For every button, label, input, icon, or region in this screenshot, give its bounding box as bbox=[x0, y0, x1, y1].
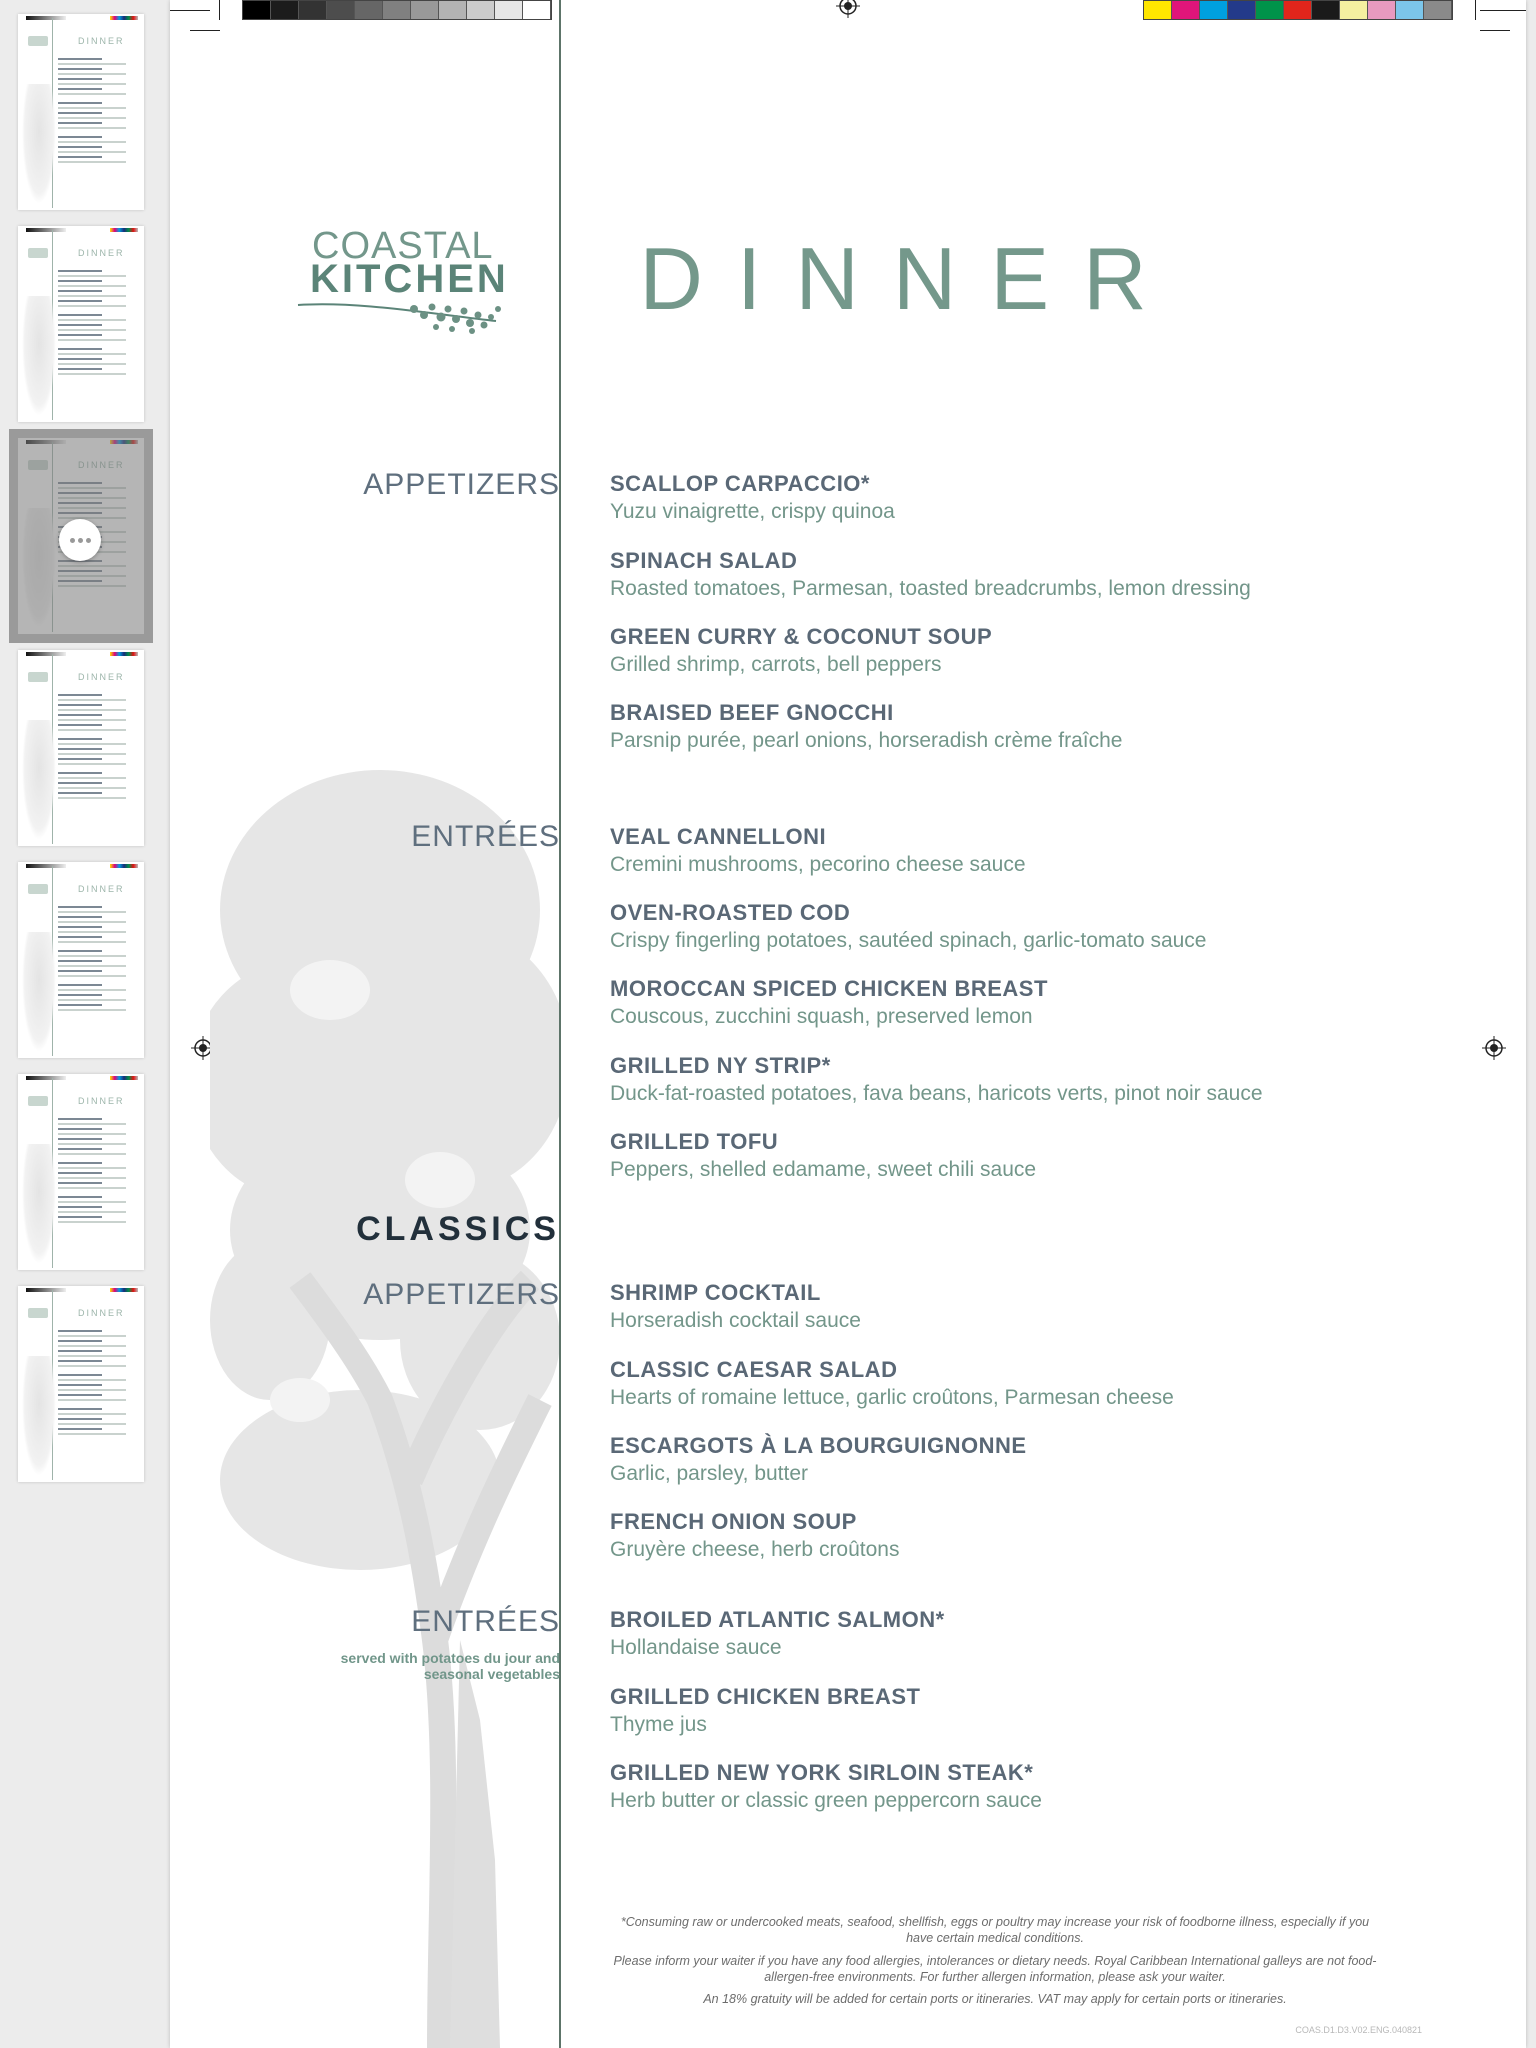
thumbnail-sidebar bbox=[0, 0, 171, 2048]
thumb-title: DINNER bbox=[78, 672, 125, 682]
color-swatch bbox=[1256, 1, 1284, 19]
footer-allergen-note: Please inform your waiter if you have any food allergies, intolerances or dietary needs. Royal Caribbean International galleys are not food-allergen-free environments. For further allergen information, please ask your waiter. bbox=[613, 1954, 1377, 1984]
item-name: GREEN CURRY & COCONUT SOUP bbox=[610, 624, 993, 649]
thumb-tree-image bbox=[22, 296, 56, 416]
crop-mark bbox=[1480, 30, 1510, 31]
logo-line2: KITCHEN bbox=[310, 257, 509, 301]
menu-item bbox=[610, 470, 1490, 526]
item-name: SCALLOP CARPACCIO* bbox=[610, 471, 870, 496]
crop-mark bbox=[1475, 0, 1476, 20]
color-swatch bbox=[1200, 1, 1228, 19]
menu-item bbox=[610, 823, 1490, 879]
menu-item bbox=[610, 1279, 1490, 1335]
thumb-text-lines bbox=[58, 906, 138, 1014]
thumb-tree-image bbox=[22, 1356, 56, 1476]
classics-heading: CLASSICS bbox=[356, 1210, 560, 1248]
registration-mark-icon bbox=[836, 0, 860, 18]
more-dot-icon bbox=[86, 538, 91, 543]
more-dot-icon bbox=[70, 538, 75, 543]
thumb-grey-bar bbox=[26, 228, 66, 232]
thumb-text-lines bbox=[58, 58, 138, 166]
menu-item bbox=[610, 1052, 1490, 1108]
item-description: Duck-fat-roasted potatoes, fava beans, haricots verts, pinot noir sauce bbox=[610, 1082, 1263, 1105]
thumb-title: DINNER bbox=[78, 1096, 125, 1106]
menu-page bbox=[170, 0, 1526, 2048]
item-description: Parsnip purée, pearl onions, horseradish crème fraîche bbox=[610, 729, 1123, 752]
thumb-logo bbox=[28, 36, 48, 46]
crop-mark bbox=[190, 30, 220, 31]
item-description: Couscous, zucchini squash, preserved lemon bbox=[610, 1005, 1033, 1028]
menu-item bbox=[610, 899, 1490, 955]
color-calibration-bar bbox=[1143, 0, 1453, 20]
item-description: Hollandaise sauce bbox=[610, 1636, 782, 1659]
coastal-kitchen-logo bbox=[296, 225, 516, 335]
thumb-text-lines bbox=[58, 1330, 138, 1438]
color-swatch bbox=[1312, 1, 1340, 19]
item-description: Garlic, parsley, butter bbox=[610, 1462, 809, 1485]
page-thumbnail-2[interactable] bbox=[18, 226, 144, 422]
thumb-logo bbox=[28, 1308, 48, 1318]
item-name: GRILLED NEW YORK SIRLOIN STEAK* bbox=[610, 1760, 1034, 1785]
menu-title: DINNER bbox=[639, 229, 1181, 328]
color-swatch bbox=[1368, 1, 1396, 19]
grey-swatch bbox=[383, 1, 411, 19]
item-name: FRENCH ONION SOUP bbox=[610, 1509, 857, 1534]
page-thumbnail-4[interactable] bbox=[18, 650, 144, 846]
section-label-appetizers: APPETIZERS bbox=[363, 468, 560, 501]
thumb-logo bbox=[28, 1096, 48, 1106]
page-thumbnail-3[interactable] bbox=[18, 438, 144, 634]
thumb-color-bar bbox=[110, 652, 138, 656]
grey-swatch bbox=[439, 1, 467, 19]
thumb-title: DINNER bbox=[78, 36, 125, 46]
thumb-tree-image bbox=[22, 84, 56, 204]
thumb-color-bar bbox=[110, 1076, 138, 1080]
more-options-button[interactable] bbox=[59, 519, 101, 561]
more-dot-icon bbox=[78, 538, 83, 543]
item-name: GRILLED NY STRIP* bbox=[610, 1053, 831, 1078]
olive-branch-icon bbox=[296, 285, 516, 335]
thumb-text-lines bbox=[58, 694, 138, 802]
menu-item bbox=[610, 1128, 1490, 1184]
item-name: SPINACH SALAD bbox=[610, 548, 798, 573]
thumb-grey-bar bbox=[26, 864, 66, 868]
color-swatch bbox=[1396, 1, 1424, 19]
page-thumbnail-5[interactable] bbox=[18, 862, 144, 1058]
menu-item bbox=[610, 1508, 1490, 1564]
thumb-grey-bar bbox=[26, 1076, 66, 1080]
thumb-tree-image bbox=[22, 932, 56, 1052]
thumb-color-bar bbox=[110, 228, 138, 232]
thumb-color-bar bbox=[110, 1288, 138, 1292]
thumb-text-lines bbox=[58, 270, 138, 378]
section-label-entrees: ENTRÉES bbox=[411, 820, 560, 853]
grey-swatch bbox=[327, 1, 355, 19]
grey-swatch bbox=[495, 1, 523, 19]
item-name: BROILED ATLANTIC SALMON* bbox=[610, 1607, 945, 1632]
thumb-color-bar bbox=[110, 864, 138, 868]
menu-item bbox=[610, 547, 1490, 603]
menu-item bbox=[610, 975, 1490, 1031]
color-swatch bbox=[1340, 1, 1368, 19]
grey-swatch bbox=[523, 1, 551, 19]
thumb-grey-bar bbox=[26, 1288, 66, 1292]
section-label-classic-entrees: ENTRÉES bbox=[411, 1605, 560, 1638]
thumb-title: DINNER bbox=[78, 884, 125, 894]
item-description: Crispy fingerling potatoes, sautéed spinach, garlic-tomato sauce bbox=[610, 929, 1207, 952]
crop-mark bbox=[170, 10, 210, 11]
column-divider bbox=[559, 0, 561, 2048]
page-thumbnail-1[interactable] bbox=[18, 14, 144, 210]
grey-swatch bbox=[411, 1, 439, 19]
section-label-classic-appetizers: APPETIZERS bbox=[363, 1278, 560, 1311]
color-swatch bbox=[1284, 1, 1312, 19]
item-description: Roasted tomatoes, Parmesan, toasted breadcrumbs, lemon dressing bbox=[610, 577, 1251, 600]
crop-mark bbox=[219, 0, 220, 20]
menu-item bbox=[610, 1759, 1490, 1815]
thumb-tree-image bbox=[22, 1144, 56, 1264]
color-swatch bbox=[1172, 1, 1200, 19]
thumb-logo bbox=[28, 672, 48, 682]
item-description: Gruyère cheese, herb croûtons bbox=[610, 1538, 900, 1561]
menu-item bbox=[610, 1356, 1490, 1412]
thumb-logo bbox=[28, 884, 48, 894]
color-swatch bbox=[1424, 1, 1452, 19]
grey-swatch bbox=[271, 1, 299, 19]
menu-item bbox=[610, 699, 1490, 755]
item-description: Hearts of romaine lettuce, garlic croûtons, Parmesan cheese bbox=[610, 1386, 1174, 1409]
color-swatch bbox=[1228, 1, 1256, 19]
grey-swatch bbox=[243, 1, 271, 19]
menu-item bbox=[610, 1432, 1490, 1488]
item-description: Yuzu vinaigrette, crispy quinoa bbox=[610, 500, 895, 523]
logo-line1: COASTAL bbox=[312, 225, 494, 267]
menu-item bbox=[610, 1606, 1490, 1662]
grey-swatch bbox=[355, 1, 383, 19]
item-name: ESCARGOTS À LA BOURGUIGNONNE bbox=[610, 1433, 1027, 1458]
grey-swatch bbox=[299, 1, 327, 19]
thumb-title: DINNER bbox=[78, 248, 125, 258]
footer-gratuity-note: An 18% gratuity will be added for certain ports or itineraries. VAT may apply for certain ports or itineraries. bbox=[703, 1992, 1287, 2006]
item-name: MOROCCAN SPICED CHICKEN BREAST bbox=[610, 976, 1048, 1001]
color-swatch bbox=[1144, 1, 1172, 19]
greyscale-calibration-bar bbox=[242, 0, 552, 20]
thumb-tree-image bbox=[22, 720, 56, 840]
page-thumbnail-6[interactable] bbox=[18, 1074, 144, 1270]
thumb-grey-bar bbox=[26, 16, 66, 20]
page-thumbnail-7[interactable] bbox=[18, 1286, 144, 1482]
thumb-grey-bar bbox=[26, 652, 66, 656]
item-name: BRAISED BEEF GNOCCHI bbox=[610, 700, 894, 725]
item-name: OVEN-ROASTED COD bbox=[610, 900, 851, 925]
menu-item bbox=[610, 1683, 1490, 1739]
document-code: COAS.D1.D3.V02.ENG.040821 bbox=[1295, 2025, 1422, 2035]
tree-background-image bbox=[210, 760, 560, 2048]
item-name: GRILLED TOFU bbox=[610, 1129, 779, 1154]
thumb-logo bbox=[28, 248, 48, 258]
item-name: SHRIMP COCKTAIL bbox=[610, 1280, 821, 1305]
thumb-title: DINNER bbox=[78, 1308, 125, 1318]
item-name: CLASSIC CAESAR SALAD bbox=[610, 1357, 898, 1382]
thumb-text-lines bbox=[58, 1118, 138, 1226]
item-description: Horseradish cocktail sauce bbox=[610, 1309, 861, 1332]
item-description: Thyme jus bbox=[610, 1713, 707, 1736]
item-name: GRILLED CHICKEN BREAST bbox=[610, 1684, 921, 1709]
menu-item bbox=[610, 623, 1490, 679]
grey-swatch bbox=[467, 1, 495, 19]
item-description: Herb butter or classic green peppercorn sauce bbox=[610, 1789, 1042, 1812]
crop-mark bbox=[1480, 10, 1526, 11]
item-description: Peppers, shelled edamame, sweet chili sauce bbox=[610, 1158, 1037, 1181]
footer-food-safety-note: *Consuming raw or undercooked meats, seafood, shellfish, eggs or poultry may increase your risk of foodborne illness, especially if you have certain medical conditions. bbox=[620, 1915, 1370, 1945]
section-subtitle: served with potatoes du jour and seasonal vegetables bbox=[340, 1650, 560, 1682]
item-description: Grilled shrimp, carrots, bell peppers bbox=[610, 653, 942, 676]
item-name: VEAL CANNELLONI bbox=[610, 824, 827, 849]
thumb-color-bar bbox=[110, 16, 138, 20]
item-description: Cremini mushrooms, pecorino cheese sauce bbox=[610, 853, 1026, 876]
